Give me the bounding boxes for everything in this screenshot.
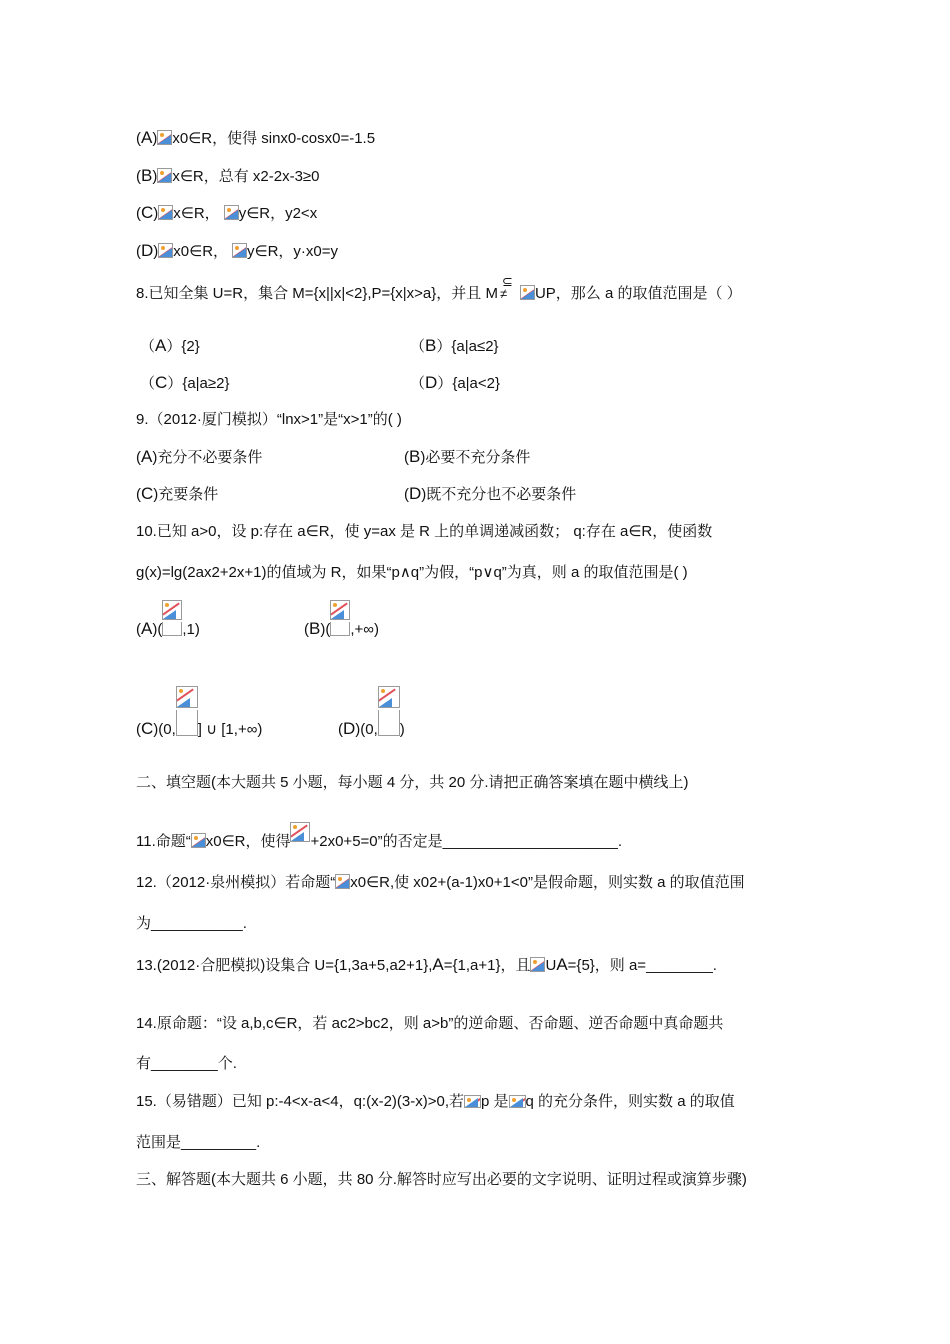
fraction-image-icon <box>176 686 198 738</box>
q8-option-d: （D）{a|a<2} <box>410 373 501 392</box>
complement-symbol-image-icon <box>520 285 535 300</box>
q15-line1: 15.（易错题）已知 p:-4<x-a<4，q:(x-2)(3-x)>0,若 p 是 q 的充分条件，则实数 a 的取值 <box>136 1093 735 1110</box>
option-label: B <box>141 166 153 185</box>
q7-option-b: (B) x∈R，总有 x2-2x-3≥0 <box>136 166 320 185</box>
exists-symbol-image-icon <box>157 130 172 145</box>
option-text: y∈R，y2<x <box>238 205 318 222</box>
q7-option-c: (C) x∈R， y∈R，y2<x <box>136 203 318 222</box>
math-term-image-icon <box>290 822 310 842</box>
q12-line2: 为___________. <box>136 915 247 932</box>
exists-symbol-image-icon <box>335 874 350 889</box>
q8-option-c: （C）{a|a≥2} <box>140 373 230 392</box>
option-label: A <box>141 128 153 147</box>
negation-symbol-image-icon <box>464 1095 481 1108</box>
q15-line2: 范围是_________. <box>136 1134 261 1151</box>
q10-option-c: (C)(0, ] ∪ [1,+∞) <box>136 686 262 756</box>
negation-symbol-image-icon <box>509 1095 526 1108</box>
option-text: x∈R， <box>173 205 220 222</box>
q7-option-a: (A) x0∈R，使得 sinx0-cosx0=-1.5 <box>136 128 376 147</box>
q9-stem: 9.（2012·厦门模拟）“lnx>1”是“x>1”的( ) <box>136 411 402 428</box>
q14-line2: 有________个. <box>136 1055 237 1072</box>
forall-symbol-image-icon <box>158 205 173 220</box>
section3-heading: 三、解答题(本大题共 6 小题，共 80 分.解答时应写出必要的文字说明、证明过程或演算步骤) <box>136 1171 747 1188</box>
q12-line1: 12.（2012·泉州模拟）若命题“ x0∈R,使 x02+(a-1)x0+1<0”是假命题，则实数 a 的取值范围 <box>136 874 745 891</box>
forall-symbol-image-icon <box>157 168 172 183</box>
q8-option-b: （B）{a|a≤2} <box>410 336 499 355</box>
q11: 11.命题“ x0∈R，使得 +2x0+5=0”的否定是_____________________. <box>136 822 622 852</box>
q9-option-c: (C)充要条件 <box>136 484 219 503</box>
option-label: C <box>141 203 154 222</box>
q13: 13.(2012·合肥模拟)设集合 U={1,3a+5,a2+1},A={1,a+1}，且 UA={5}，则 a=________. <box>136 955 717 974</box>
exists-symbol-image-icon <box>224 205 239 220</box>
option-text: x0∈R， <box>173 243 229 260</box>
q7-option-d: (D) x0∈R， y∈R，y·x0=y <box>136 241 339 260</box>
section2-heading: 二、填空题(本大题共 5 小题，每小题 4 分，共 20 分.请把正确答案填在题中横线上) <box>136 774 689 791</box>
q8-stem: 8.已知全集 U=R，集合 M={x||x|<2},P={x|x>a}，并且 M ⊆ ≠ UP，那么 a 的取值范围是（ ） <box>136 274 742 302</box>
q9-option-a: (A)充分不必要条件 <box>136 447 263 466</box>
q14-line1: 14.原命题：“设 a,b,c∈R，若 ac2>bc2，则 a>b”的逆命题、否命题、逆否命题中真命题共 <box>136 1015 724 1032</box>
option-text: y∈R，y·x0=y <box>247 243 339 260</box>
q9-option-d: (D)既不充分也不必要条件 <box>404 484 577 503</box>
fraction-image-icon <box>162 600 182 638</box>
q10-stem-line2: g(x)=lg(2ax2+2x+1)的值域为 R，如果“p∧q”为假，“p∨q”为真，则 a 的取值范围是( ) <box>136 564 688 581</box>
option-label: D <box>141 241 154 260</box>
q10-option-b: (B)( ,+∞) <box>304 600 379 652</box>
subset-neq-symbol: ⊆ ≠ <box>499 274 513 301</box>
q10-option-a: (A)( ,1) <box>136 600 200 652</box>
fraction-image-icon <box>330 600 350 638</box>
option-text: x∈R，总有 x2-2x-3≥0 <box>172 168 320 185</box>
complement-symbol-image-icon <box>530 957 545 972</box>
exists-symbol-image-icon <box>191 833 206 848</box>
q8-option-a: （A）{2} <box>140 336 200 355</box>
exists-symbol-image-icon <box>158 243 173 258</box>
q10-stem-line1: 10.已知 a>0，设 p:存在 a∈R，使 y=ax 是 R 上的单调递减函数； q:存在 a∈R，使函数 <box>136 523 713 540</box>
option-text: x0∈R，使得 sinx0-cosx0=-1.5 <box>172 130 376 147</box>
fraction-image-icon <box>378 686 400 738</box>
forall-symbol-image-icon <box>232 243 247 258</box>
q10-option-d: (D)(0, ) <box>338 686 405 756</box>
q9-option-b: (B)必要不充分条件 <box>404 447 531 466</box>
